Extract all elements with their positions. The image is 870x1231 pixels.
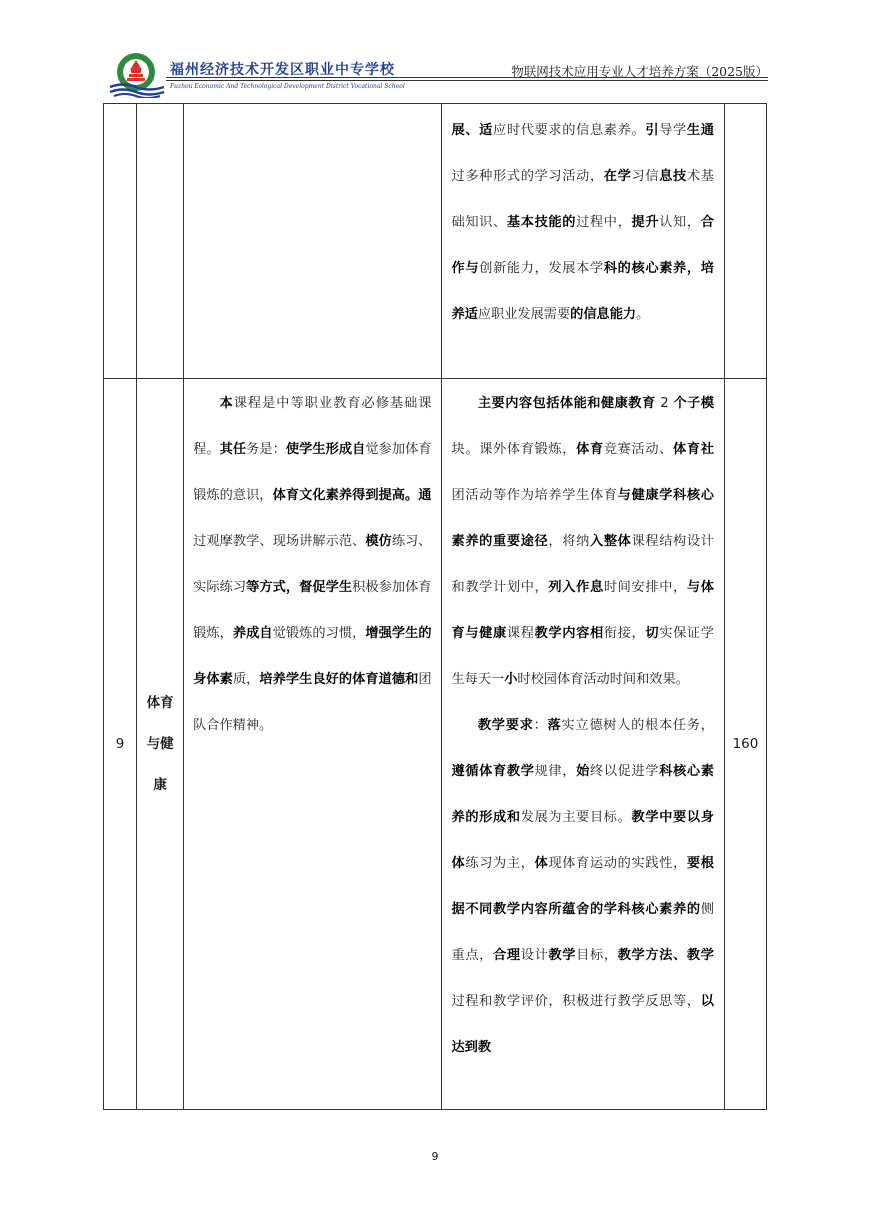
bold-text-segment: 培养学生良好的体育道德和 xyxy=(259,672,419,687)
bold-text-segment: 的信息能力 xyxy=(570,307,637,322)
text-segment: 终以促进学 xyxy=(589,764,660,779)
text-segment: 设计 xyxy=(520,948,549,963)
text-segment: 课程是中等职业教育必修基础课程。 xyxy=(193,396,432,457)
bold-text-segment: 体育文化素养得到提高。通 xyxy=(272,488,432,503)
bold-text-segment: 入整体 xyxy=(589,534,632,549)
document-title: 物联网技术应用专业人才培养方案（2025版） xyxy=(511,64,768,79)
bold-text-segment: 体育 xyxy=(576,442,604,457)
bold-text-segment: 模仿 xyxy=(365,534,392,549)
text-segment: 团活动等作为培养学生体育 xyxy=(451,488,618,503)
bold-text-segment: 在学 xyxy=(603,169,632,184)
bold-text-segment: 提升 xyxy=(631,215,660,230)
course-task-cell xyxy=(184,104,442,379)
course-name-line: 体育 xyxy=(146,694,174,711)
bold-text-segment: 科的核心素养，培养适 xyxy=(451,261,714,322)
course-name-cell xyxy=(137,104,184,379)
text-segment: 衔接， xyxy=(603,626,646,641)
text-segment: 现体育运动的实践性， xyxy=(548,856,687,871)
bold-text-segment: 本 xyxy=(219,396,234,411)
text-segment: 课程结构设计和教学计划中， xyxy=(451,534,714,595)
text-segment: 规律， xyxy=(534,764,577,779)
bold-text-segment: 展、适 xyxy=(451,123,494,138)
bold-text-segment: 等方式，督促学生 xyxy=(246,580,353,595)
course-name-cell xyxy=(137,379,184,1110)
course-name-line: 与健 xyxy=(146,735,174,752)
text-segment: 应职业发展需要 xyxy=(477,307,571,322)
text-segment: 竞赛活动、 xyxy=(603,442,674,457)
bold-text-segment: 科核心素养的形成和 xyxy=(451,764,714,825)
curriculum-table xyxy=(103,103,767,1110)
bold-text-segment: 与体育与健康 xyxy=(451,580,714,641)
text-segment: 。 xyxy=(636,307,650,322)
bold-text-segment: 体 xyxy=(534,856,549,871)
bold-text-segment: 增强学生的身体素 xyxy=(193,626,432,687)
text-segment: 发展为主要目标。 xyxy=(520,810,632,825)
bold-text-segment: 教学 xyxy=(548,948,577,963)
text-segment: 认知， xyxy=(659,215,701,230)
content-paragraph xyxy=(442,703,723,1071)
text-segment: 积极参加体育锻炼， xyxy=(193,580,432,641)
text-segment: ，将纳 xyxy=(548,534,590,549)
text-segment: 习信 xyxy=(631,169,660,184)
course-hours-cell: 160 xyxy=(724,379,766,1110)
bold-text-segment: 以达到教 xyxy=(451,994,714,1055)
text-segment: 团队合作精神。 xyxy=(193,672,432,733)
bold-text-segment: 教学要求 xyxy=(477,718,534,733)
bold-text-segment: 落 xyxy=(547,718,562,733)
text-segment: 过程和教学 xyxy=(451,994,521,1009)
course-content-text xyxy=(442,379,723,1071)
bold-text-segment: 切 xyxy=(645,626,660,641)
course-name-line: 康 xyxy=(153,776,167,793)
text-segment: 练习、实际练习 xyxy=(193,534,432,595)
bold-text-segment: 教学中要以身体 xyxy=(451,810,714,871)
bold-text-segment: 列入作息 xyxy=(548,580,604,595)
text-segment: 术基础知识、 xyxy=(451,169,714,230)
bold-text-segment: 息技 xyxy=(659,169,687,184)
text-segment: 课程 xyxy=(506,626,535,641)
course-content-cell xyxy=(442,104,724,379)
text-segment: 觉锻炼的习惯， xyxy=(272,626,366,641)
bold-text-segment: 始 xyxy=(576,764,590,779)
school-emblem-icon xyxy=(108,52,166,98)
bold-text-segment: 遵循体育教学 xyxy=(451,764,535,779)
text-segment: 时校园体育活动时间和效果。 xyxy=(517,672,689,687)
text-segment: 2 xyxy=(655,396,674,411)
bold-text-segment: 教学方法、教学 xyxy=(617,948,714,963)
bold-text-segment: 养成自 xyxy=(232,626,273,641)
course-hours-cell xyxy=(724,104,766,379)
bold-text-segment: 教学内容相 xyxy=(534,626,604,641)
bold-text-segment: 其任 xyxy=(219,442,247,457)
bold-text-segment: 个子模 xyxy=(673,396,714,411)
table-row xyxy=(104,379,767,1110)
content-paragraph xyxy=(442,381,723,703)
bold-text-segment: 体育社 xyxy=(673,442,714,457)
text-segment: 过观摩教学、现场讲解示范、 xyxy=(193,534,366,549)
text-segment: 务是： xyxy=(246,442,286,457)
text-segment: 实立德树人的根本任务， xyxy=(561,718,714,733)
text-segment: 创新能力，发展本学 xyxy=(479,261,604,276)
text-segment: 导学 xyxy=(659,123,687,138)
text-segment: 目标， xyxy=(576,948,618,963)
bold-text-segment: 主要内容包括体能和健康教育 xyxy=(477,396,656,411)
text-segment: 实保证学生每天一 xyxy=(451,626,714,687)
course-content-cell xyxy=(442,379,724,1110)
text-segment: 觉参加体育锻炼的意识， xyxy=(193,442,432,503)
text-segment: 评价，积极进行教学反思等， xyxy=(520,994,701,1009)
course-content-text xyxy=(442,104,723,338)
text-segment: 时间安排中， xyxy=(603,580,687,595)
course-task-cell xyxy=(184,379,442,1110)
course-number-cell: 9 xyxy=(104,379,137,1110)
text-segment: 过多种形式的学习活动， xyxy=(451,169,604,184)
bold-text-segment: 与健康学科核心素养的重要途径 xyxy=(451,488,714,549)
bold-text-segment: 引 xyxy=(645,123,660,138)
bold-text-segment: 小 xyxy=(504,672,518,687)
header-divider-secondary xyxy=(166,80,768,81)
course-task-text xyxy=(184,379,441,749)
bold-text-segment: 使学生形成自 xyxy=(285,442,366,457)
bold-text-segment: 合作与 xyxy=(451,215,714,276)
bold-text-segment: 合理 xyxy=(493,948,521,963)
text-segment: 练习为主， xyxy=(465,856,535,871)
bold-text-segment: 基本技能的 xyxy=(506,215,577,230)
course-number-cell xyxy=(104,104,137,379)
text-segment: 应时代要求的信息素养。 xyxy=(493,123,646,138)
page-number: 9 xyxy=(431,1150,439,1163)
school-name-en: Fuzhou Economic And Technological Development District Vocational School xyxy=(170,83,405,90)
bold-text-segment: 生通 xyxy=(686,123,714,138)
page-header xyxy=(0,0,870,100)
text-segment: ： xyxy=(533,718,548,733)
text-segment: 过程中， xyxy=(576,215,632,230)
text-segment: 侧重点， xyxy=(451,902,714,963)
school-name-cn: 福州经济技术开发区职业中专学校 xyxy=(170,62,395,78)
text-segment: 块。课外体育锻炼， xyxy=(451,442,577,457)
text-segment: 质， xyxy=(232,672,260,687)
bold-text-segment: 要根据不同教学内容所蕴舍的学科核心素养的 xyxy=(451,856,714,917)
table-row xyxy=(104,104,767,379)
